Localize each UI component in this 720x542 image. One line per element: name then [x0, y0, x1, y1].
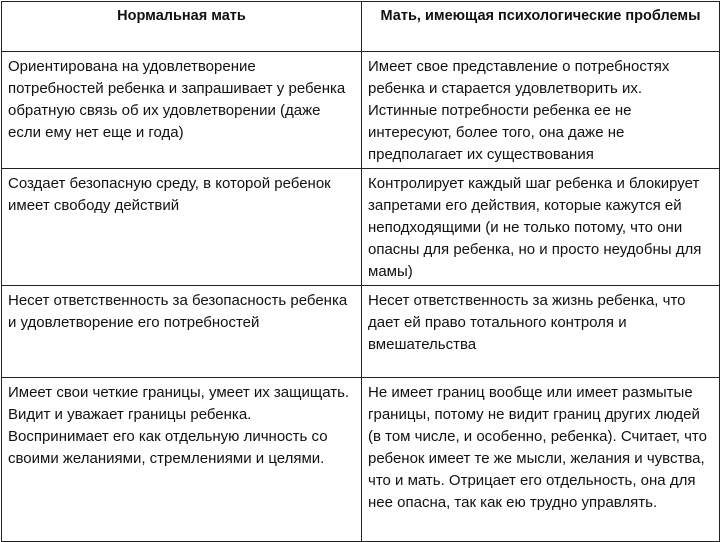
- table-row: [2, 169, 720, 286]
- table-row: [2, 52, 720, 169]
- cell-problem: Не имеет границ вообще или имеет размытые границы, потому не видит границ других людей (в том числе, и особенно, ребенка). Считает, что ребенок имеет те же мысли, желания и чувства, что и мать. Отрицает его отдельность, она для нее опасна, так как ею трудно управлять.: [362, 378, 720, 542]
- cell-problem: Имеет свое представление о потребностях ребенка и старается удовлетворить их. Истинные потребности ребенка ее не интересуют, более того, она даже не предполагает их существования: [362, 52, 720, 169]
- cell-normal: Имеет свои четкие границы, умеет их защищать. Видит и уважает границы ребенка. Воспринимает его как отдельную личность со своими желаниями, стремлениями и целями.: [2, 378, 362, 542]
- header-normal-mother: Нормальная мать: [2, 2, 362, 52]
- cell-problem: Несет ответственность за жизнь ребенка, что дает ей право тотального контроля и вмешательства: [362, 286, 720, 378]
- comparison-table: [1, 1, 720, 542]
- table-row: [2, 378, 720, 542]
- cell-problem: Контролирует каждый шаг ребенка и блокирует запретами его действия, которые кажутся ей неподходящими (и не только потому, что они опасны для ребенка, но и просто неудобны для мамы): [362, 169, 720, 286]
- cell-normal: Создает безопасную среду, в которой ребенок имеет свободу действий: [2, 169, 362, 286]
- header-row: [2, 2, 720, 52]
- header-mother-with-problems: Мать, имеющая психологические проблемы: [362, 2, 720, 52]
- cell-normal: Несет ответственность за безопасность ребенка и удовлетворение его потребностей: [2, 286, 362, 378]
- cell-normal: Ориентирована на удовлетворение потребностей ребенка и запрашивает у ребенка обратную связь об их удовлетворении (даже если ему нет еще и года): [2, 52, 362, 169]
- table-row: [2, 286, 720, 378]
